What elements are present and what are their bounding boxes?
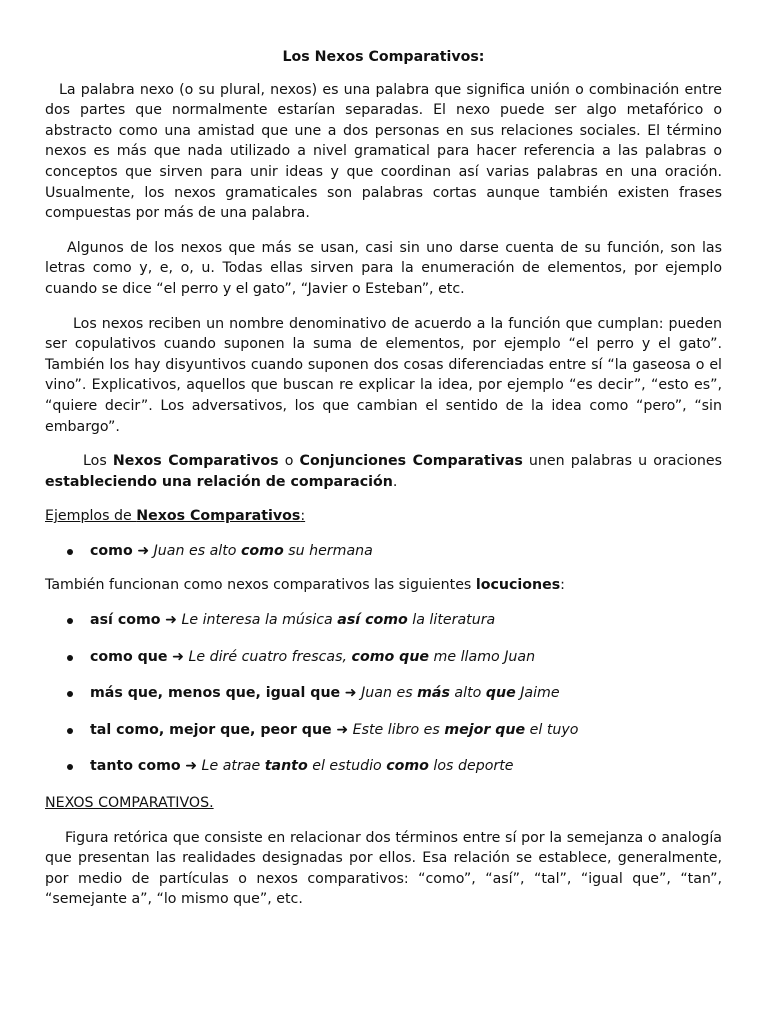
arrow-icon: ➜: [331, 721, 353, 738]
example-text: Le diré cuatro frescas,: [188, 648, 352, 665]
example-text: alto: [449, 685, 486, 702]
example-highlight: más: [417, 685, 450, 702]
text: :: [560, 577, 565, 594]
nexo-term: más que, menos que, igual que: [90, 685, 341, 702]
arrow-icon: ➜: [167, 648, 189, 665]
bold-term: locuciones: [475, 577, 561, 594]
document-title: Los Nexos Comparativos:: [282, 49, 485, 65]
example-highlight: que: [485, 685, 516, 702]
arrow-icon: ➜: [180, 758, 202, 775]
bold-term: Conjunciones Comparativas: [299, 453, 523, 470]
example-text: Juan es: [361, 685, 418, 702]
arrow-icon: ➜: [132, 542, 154, 559]
example-text: el tuyo: [525, 721, 579, 738]
example-highlight: mejor que: [444, 721, 526, 738]
example-highlight: como que: [351, 648, 430, 665]
paragraph-common-nexos: Algunos de los nexos que más se usan, casi sin uno darse cuenta de su función, son las letras como y, e, o, u. Todas ellas sirven para la enumeración de elementos, por ejemplo cuando se dice “el perro y el gato”, “Javier o Esteban”, etc.: [45, 239, 722, 297]
text: Ejemplos de: [45, 508, 137, 525]
locuciones-list: [45, 610, 722, 777]
text: Los: [83, 453, 113, 470]
section-heading-text: NEXOS COMPARATIVOS.: [45, 795, 214, 812]
text: .: [392, 473, 398, 490]
arrow-icon: ➜: [160, 612, 182, 629]
example-highlight: como: [241, 542, 284, 559]
section-heading: [45, 793, 722, 814]
list-item: [45, 647, 722, 668]
list-item: [45, 756, 722, 777]
example-text: Juan es alto: [153, 542, 241, 559]
example-list: [45, 541, 722, 562]
example-text: la literatura: [407, 612, 496, 629]
text: unen palabras u oraciones: [522, 453, 722, 470]
text: o: [278, 453, 300, 470]
paragraph-nexo-definition: La palabra nexo (o su plural, nexos) es una palabra que significa unión o combinación entre dos partes que normalmente estarían separadas. El nexo puede ser algo metafórico o abstracto como una amistad que une a dos personas en sus relaciones sociales. El término nexos es más que nada utilizado a nivel gramatical para hacer referencia a las palabras o conceptos que sirven para unir ideas y que coordinan así varias palabras en una oración. Usualmente, los nexos gramaticales son palabras cortas aunque también existen frases compuestas por más de una palabra.: [45, 81, 722, 222]
nexo-term: como: [90, 542, 133, 559]
bold-term: estableciendo una relación de comparación: [45, 473, 393, 490]
bold-term: Nexos Comparativos: [112, 453, 279, 470]
list-item: [45, 720, 722, 741]
example-text: el estudio: [307, 758, 387, 775]
example-text: los deporte: [428, 758, 514, 775]
list-item: [45, 683, 722, 704]
example-highlight: así como: [337, 612, 408, 629]
arrow-icon: ➜: [340, 685, 362, 702]
nexo-term: como que: [90, 648, 168, 665]
locuciones-intro: [45, 575, 722, 596]
examples-heading-text: [45, 508, 305, 524]
example-highlight: como: [386, 758, 429, 775]
examples-heading: [45, 506, 722, 527]
paragraph-nexo-types: Los nexos reciben un nombre denominativo de acuerdo a la función que cumplan: pueden ser copulativos cuando suponen la suma de elementos, por ejemplo “el perro y el gato”. También los hay disyuntivos cuando suponen dos cosas diferenciadas entre sí “la gaseosa o el vino”. Explicativos, aquellos que buscan re explicar la idea, por ejemplo “es decir”, “esto es”, “quiere decir”. Los adversativos, los que cambian el sentido de la idea como “pero”, “sin embargo”.: [45, 315, 722, 435]
nexo-term: tal como, mejor que, peor que: [90, 721, 332, 738]
list-item: [45, 541, 722, 562]
text: :: [300, 508, 306, 525]
example-text: Le atrae: [201, 758, 265, 775]
list-item: [45, 610, 722, 631]
paragraph-rhetorical-figure: Figura retórica que consiste en relacionar dos términos entre sí por la semejanza o analogía que presentan las realidades designadas por ellos. Esa relación se establece, generalmente, por medio de partículas o nexos comparativos: “como”, “así”, “tal”, “igual que”, “tan”, “semejante a”, “lo mismo que”, etc.: [45, 829, 722, 908]
paragraph-comparative-definition: [45, 451, 722, 492]
example-text: Le interesa la música: [181, 612, 338, 629]
text: También funcionan como nexos comparativos las siguientes: [45, 577, 476, 594]
example-text: su hermana: [283, 542, 373, 559]
example-text: Jaime: [515, 685, 560, 702]
nexo-term: tanto como: [90, 758, 181, 775]
example-highlight: tanto: [264, 758, 308, 775]
bold-term: Nexos Comparativos: [136, 508, 301, 525]
example-text: me llamo Juan: [429, 648, 536, 665]
example-text: Este libro es: [352, 721, 445, 738]
nexo-term: así como: [90, 612, 161, 629]
